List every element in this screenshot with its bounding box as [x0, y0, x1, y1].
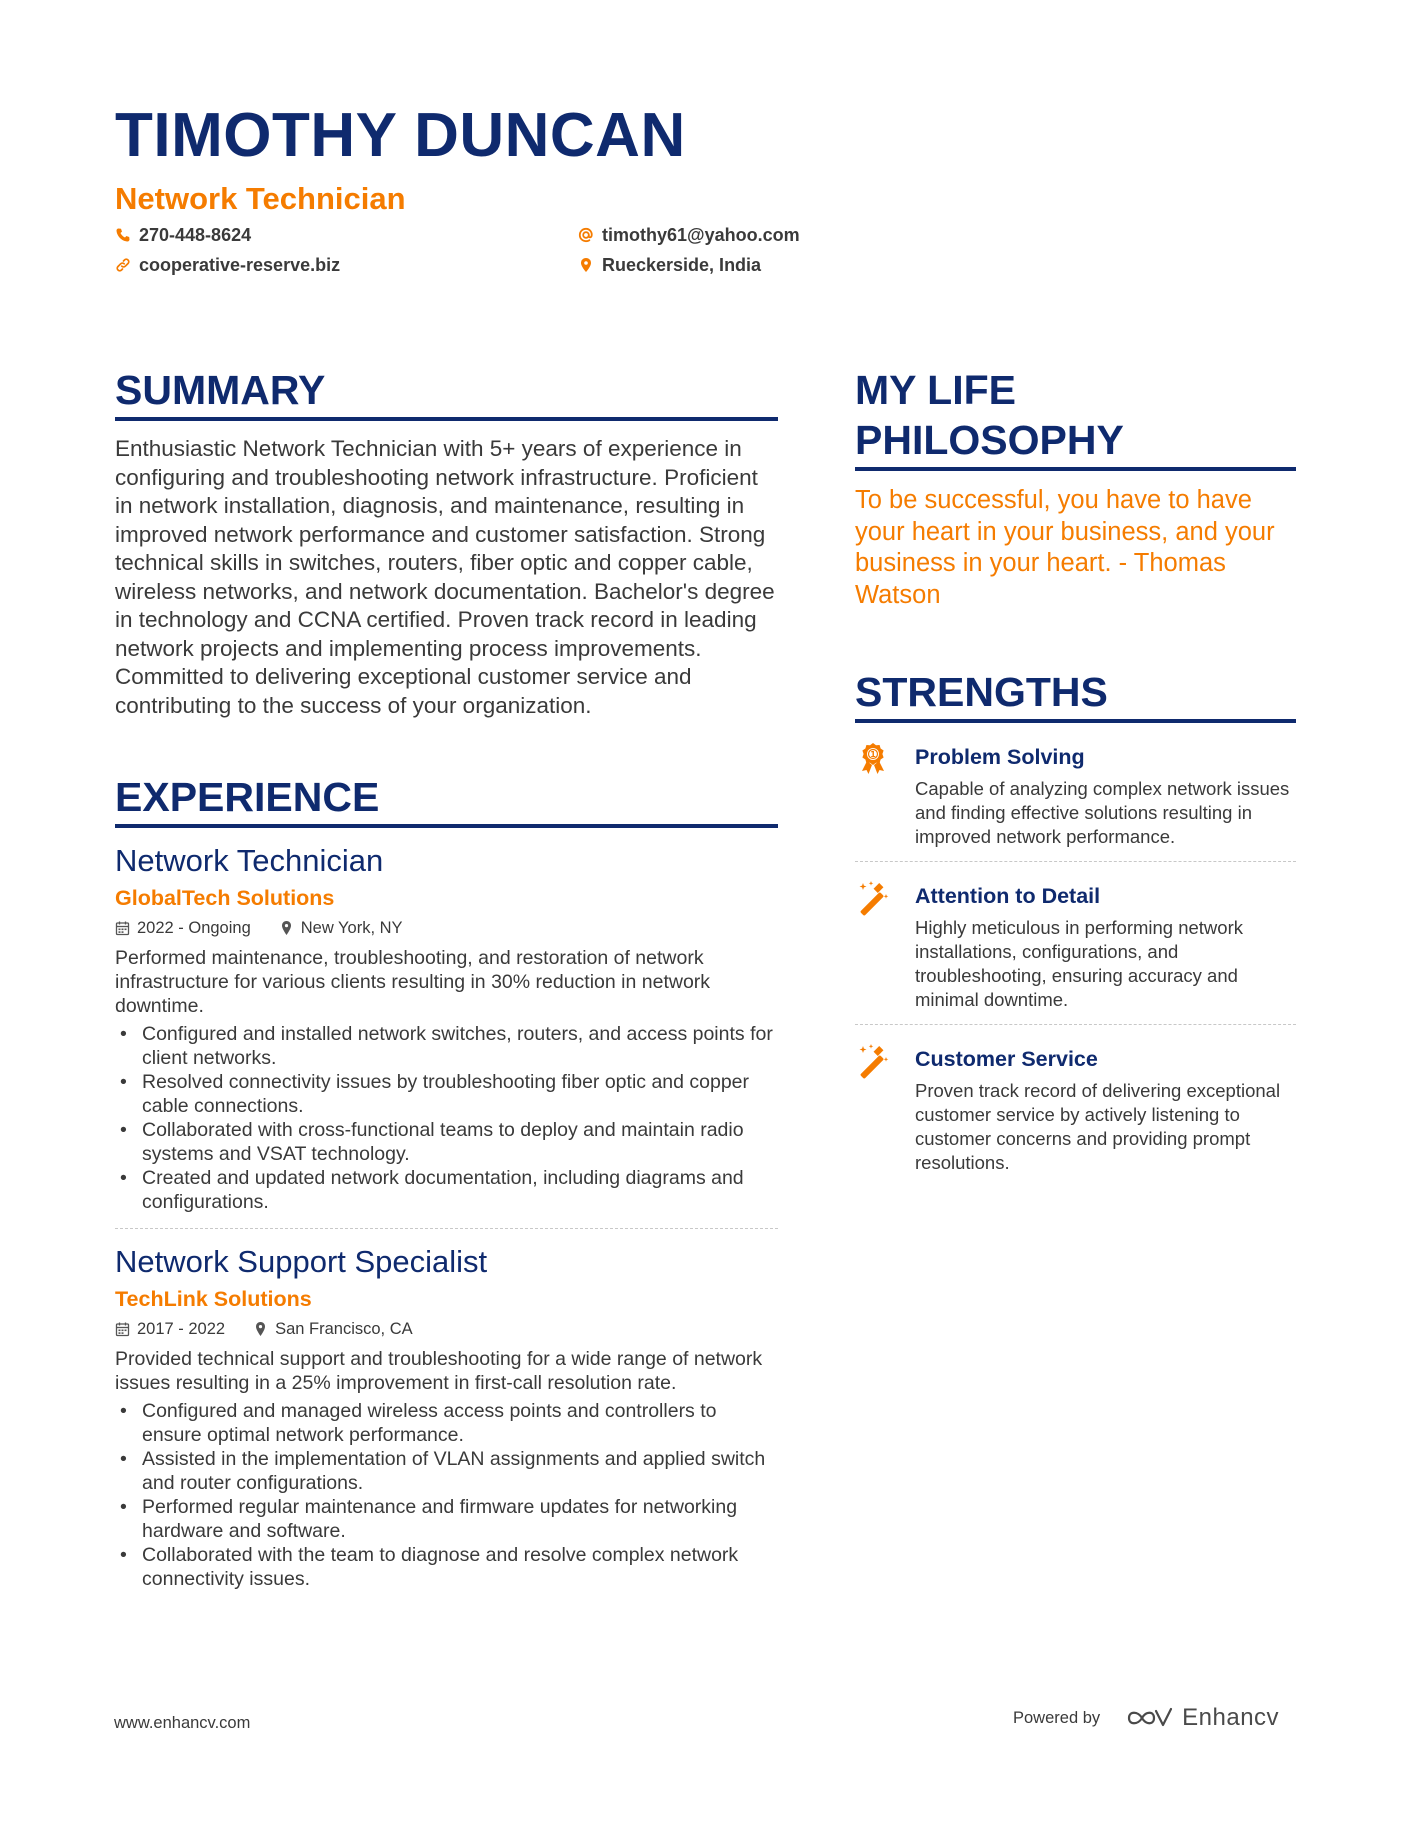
location-text: Rueckerside, India [602, 254, 762, 275]
enhancv-logo[interactable] [1126, 1704, 1279, 1732]
email-text[interactable]: timothy61@yahoo.com [602, 224, 800, 245]
website-text[interactable]: cooperative-reserve.biz [139, 254, 341, 275]
philosophy-heading: MY LIFE PHILOSOPHY [855, 365, 1296, 471]
summary-text: Enthusiastic Network Technician with 5+ years of experience in configuring and troubleshooting network infrastructure. Proficient in network installation, diagnosis, and maintenance, resulting in improved network performance and customer satisfaction. Strong technical skills in switches, routers, fiber optic and copper cable, wireless networks, and network documentation. Bachelor's degree in technology and CCNA certified. Proven track record in leading network projects and implementing process improvements. Committed to delivering exceptional customer service and contributing to the success of your organization. [115, 436, 775, 718]
experience-heading: EXPERIENCE [115, 772, 778, 828]
job-location-text: San Francisco, CA [275, 1320, 413, 1338]
right-column [855, 365, 1296, 1187]
strengths-heading: STRENGTHS [855, 667, 1296, 723]
strength-description: Proven track record of delivering exceptional customer service by actively listening to customer concerns and providing prompt resolutions. [915, 1080, 1281, 1173]
job-location-text: New York, NY [300, 919, 403, 937]
philosophy-quote: To be successful, you have to have your heart in your business, and your business in your heart. - Thomas Watson [855, 486, 1275, 609]
left-column [115, 365, 778, 1605]
at-sign-icon [578, 227, 594, 243]
contact-info [115, 224, 1295, 276]
job-title: Network Support Specialist [115, 1244, 488, 1279]
phone-text[interactable]: 270-448-8624 [139, 224, 252, 245]
strength-name: Problem Solving [915, 745, 1085, 769]
contact-location [578, 254, 978, 276]
link-icon [115, 257, 131, 273]
contact-website [115, 254, 578, 276]
job-bullet: • Assisted in the implementation of VLAN assignments and applied switch and router configurations. [115, 1447, 778, 1495]
strength-description: Highly meticulous in performing network installations, configurations, and troubleshooting, ensuring accuracy and minimal downtime. [915, 917, 1243, 1010]
job-meta [115, 918, 778, 938]
svg-text:1: 1 [870, 750, 876, 759]
strength-name: Customer Service [915, 1047, 1098, 1071]
calendar-icon [115, 1321, 130, 1337]
job-description: Performed maintenance, troubleshooting, and restoration of network infrastructure for various clients resulting in 30% reduction in network downtime. [115, 947, 711, 1017]
job-dates-text: 2022 - Ongoing [137, 919, 251, 937]
job-bullet: • Collaborated with cross-functional teams to deploy and maintain radio systems and VSAT technology. [115, 1118, 778, 1166]
company-name: TechLink Solutions [115, 1287, 312, 1311]
footer-website[interactable]: www.enhancv.com [114, 1714, 251, 1732]
job-location [279, 918, 403, 938]
job-description: Provided technical support and troubleshooting for a wide range of network issues resulting in a 25% improvement in first-call resolution rate. [115, 1348, 763, 1394]
job-bullets [115, 1022, 778, 1214]
job-title: Network Technician [115, 843, 384, 878]
brand-name: Enhancv [1182, 1704, 1280, 1731]
map-pin-icon [253, 1321, 268, 1337]
job-meta [115, 1319, 778, 1339]
strength-description: Capable of analyzing complex network issues and finding effective solutions resulting in improved network performance. [915, 778, 1290, 847]
job-bullet: • Created and updated network documentation, including diagrams and configurations. [115, 1166, 778, 1214]
job-dates [115, 918, 251, 938]
magic-wand-icon [855, 880, 915, 1012]
job-dates [115, 1319, 225, 1339]
calendar-icon [115, 920, 130, 936]
job-dates-text: 2017 - 2022 [137, 1320, 226, 1338]
job-entry [115, 1228, 778, 1605]
map-pin-icon [279, 920, 294, 936]
phone-icon [115, 227, 131, 243]
candidate-name: TIMOTHY DUNCAN [115, 101, 686, 170]
strength-item [855, 1024, 1296, 1187]
job-location [253, 1319, 413, 1339]
map-pin-icon [578, 257, 594, 273]
company-name: GlobalTech Solutions [115, 886, 335, 910]
contact-phone [115, 224, 578, 246]
contact-email [578, 224, 978, 246]
summary-heading: SUMMARY [115, 365, 778, 421]
powered-by-label: Powered by [1013, 1708, 1101, 1727]
strength-item [855, 861, 1296, 1024]
resume-header [115, 100, 1295, 276]
magic-wand-icon [855, 1043, 915, 1175]
job-bullet: • Configured and installed network switches, routers, and access points for client networks. [115, 1022, 778, 1070]
enhancv-logo-icon [1126, 1705, 1174, 1731]
candidate-role: Network Technician [115, 181, 406, 216]
award-medal-icon [855, 741, 915, 849]
job-bullet: • Configured and managed wireless access points and controllers to ensure optimal network performance. [115, 1399, 778, 1447]
job-entry [115, 842, 778, 1228]
job-bullets [115, 1399, 778, 1591]
footer-branding [1013, 1704, 1279, 1732]
strength-item [855, 723, 1296, 861]
job-bullet: • Resolved connectivity issues by troubleshooting fiber optic and copper cable connections. [115, 1070, 778, 1118]
job-bullet: • Performed regular maintenance and firmware updates for networking hardware and software. [115, 1495, 778, 1543]
job-bullet: • Collaborated with the team to diagnose and resolve complex network connectivity issues. [115, 1543, 778, 1591]
strength-name: Attention to Detail [915, 884, 1101, 908]
